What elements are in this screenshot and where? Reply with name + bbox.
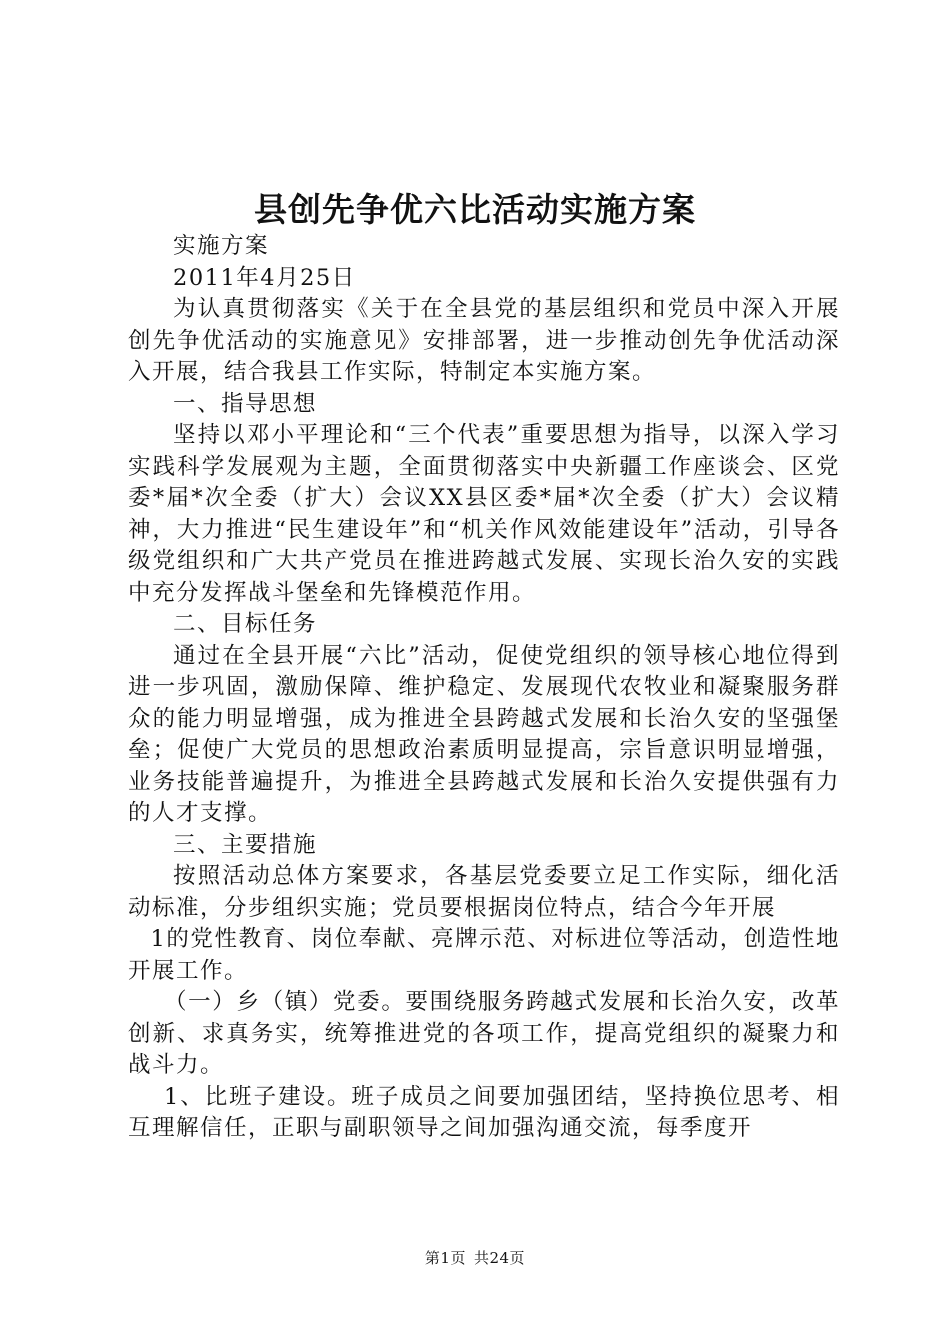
section-heading-goals: 二、目标任务 xyxy=(173,611,318,637)
paragraph-heading-label: 实施方案 xyxy=(173,233,270,259)
page-total: 共24页 xyxy=(473,1249,526,1267)
paragraph-intro: 为认真贯彻落实《关于在全县党的基层组织和党员中深入开展创先争优活动的实施意见》安排部署，进一步推动创先争优活动深入开展，结合我县工作实际，特制定本实施方案。 xyxy=(128,296,840,385)
paragraph-township-committee: （一）乡（镇）党委。要围绕服务跨越式发展和长治久安，改革创新、求真务实，统筹推进党的各项工作，提高党组织的凝聚力和战斗力。 xyxy=(128,989,840,1078)
document-title: 县创先争优六比活动实施方案 xyxy=(254,190,696,229)
paragraph-measures: 按照活动总体方案要求，各基层党委要立足工作实际，细化活动标准，分步组织实施；党员要根据岗位特点，结合今年开展 xyxy=(128,863,840,921)
paragraph-goals: 通过在全县开展“六比”活动，促使党组织的领导核心地位得到进一步巩固，激励保障、维护稳定、发展现代农牧业和凝聚服务群众的能力明显增强，成为推进全县跨越式发展和长治久安的坚强堡垒；促使广大党员的思想政治素质明显提高，宗旨意识明显增强，业务技能普遍提升，为推进全县跨越式发展和长治久安提供强有力的人才支撑。 xyxy=(128,642,840,826)
section-heading-measures: 三、主要措施 xyxy=(173,831,318,858)
section-heading-guiding-thought: 一、指导思想 xyxy=(173,390,318,417)
page-footer xyxy=(0,1247,950,1268)
document-body xyxy=(128,231,840,1145)
paragraph-date: 2011年4月25日 xyxy=(173,264,356,291)
paragraph-team-building: 1、比班子建设。班子成员之间要加强团结，坚持换位思考、相互理解信任，正职与副职领导之间加强沟通交流，每季度开 xyxy=(128,1083,840,1141)
page-number: 第1页 xyxy=(424,1249,466,1267)
paragraph-measures-continued: 1的党性教育、岗位奉献、亮牌示范、对标进位等活动，创造性地开展工作。 xyxy=(128,926,840,984)
paragraph-guiding-thought: 坚持以邓小平理论和“三个代表”重要思想为指导，以深入学习实践科学发展观为主题，全面贯彻落实中央新疆工作座谈会、区党委*届*次全委（扩大）会议XX县区委*届*次全委（扩大）会议精神，大力推进“民生建设年”和“机关作风效能建设年”活动，引导各级党组织和广大共产党员在推进跨越式发展、实现长治久安的实践中充分发挥战斗堡垒和先锋模范作用。 xyxy=(128,422,840,606)
